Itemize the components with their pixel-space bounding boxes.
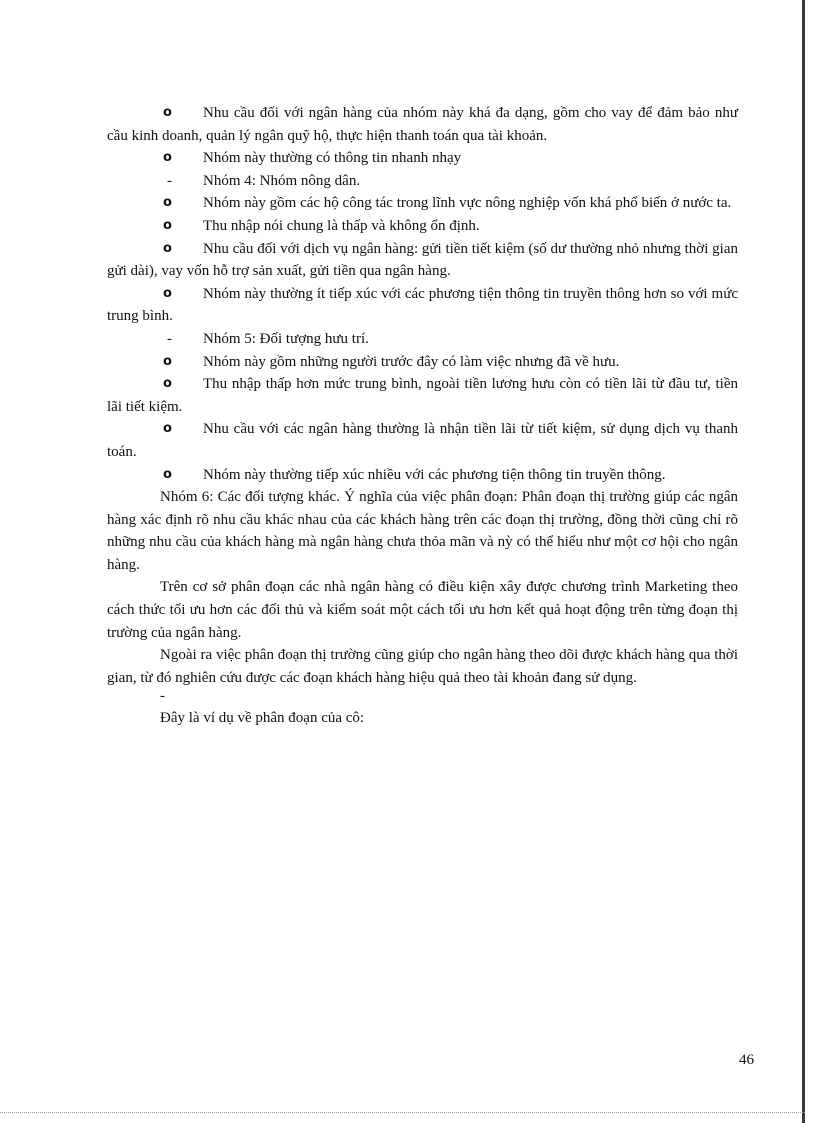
bullet-marker: o	[163, 466, 172, 482]
bullet-paragraph	[107, 238, 738, 283]
bullet-marker: o	[163, 421, 172, 437]
body-paragraph: Nhóm 6: Các đối tượng khác. Ý nghĩa của việc phân đoạn: Phân đoạn thị trường giúp các ngân hàng xác định rõ nhu cầu khác nhau của các khách hàng trên các đoạn thị trường, đồng thời cũng chỉ rõ những nhu cầu của khách hàng mà ngân hàng chưa thỏa mãn và nỳ có thể hiểu như một cơ hội cho ngân hàng.	[107, 489, 738, 573]
body-paragraph: Trên cơ sở phân đoạn các nhà ngân hàng có điều kiện xây được chương trình Marketing theo cách thức tối ưu hơn các đối thủ và kiểm soát một cách tối ưu hơn kết quả hoạt động trên từng đoạn thị trường của ngân hàng.	[107, 579, 738, 641]
body-paragraph: Đây là ví dụ về phân đoạn của cô:	[160, 710, 365, 727]
paragraph-text: Thu nhập nói chung là thấp và không ổn định.	[203, 217, 480, 234]
paragraph-text: Nhóm này thường có thông tin nhanh nhạy	[203, 150, 462, 167]
bullet-marker: o	[163, 376, 172, 392]
bullet-marker: o	[163, 240, 172, 256]
paragraph-text: Nhóm 5: Đối tượng hưu trí.	[203, 330, 369, 347]
paragraph-text: Thu nhập thấp hơn mức trung bình, ngoài tiền lương hưu còn có tiền lãi từ đầu tư, tiền lãi tiết kiệm.	[107, 376, 738, 415]
bullet-paragraph	[107, 351, 738, 374]
bullet-marker: o	[163, 150, 172, 166]
dash-marker: -	[160, 688, 165, 705]
page-border-bottom	[0, 1112, 805, 1113]
dash-marker: -	[167, 172, 172, 189]
bullet-paragraph	[107, 192, 738, 215]
bullet-marker: o	[163, 195, 172, 211]
bullet-paragraph	[107, 464, 738, 487]
body-paragraph: Ngoài ra việc phân đoạn thị trường cũng giúp cho ngân hàng theo dõi được khách hàng qua thời gian, từ đó nghiên cứu được các đoạn khách hàng hiệu quả theo tài khoản đang sử dụng.	[107, 647, 738, 686]
stray-dash-line	[107, 689, 738, 707]
bullet-marker: o	[163, 217, 172, 233]
paragraph-text: Nhóm này gồm những người trước đây có làm việc nhưng đã về hưu.	[203, 353, 620, 370]
paragraph-text: Nhu cầu đối với dịch vụ ngân hàng: gửi tiền tiết kiệm (số dư thường nhỏ nhưng thời gian gửi dài), vay vốn hỗ trợ sản xuất, gửi tiền qua ngân hàng.	[107, 240, 738, 280]
paragraph-text: Nhóm này gồm các hộ công tác trong lĩnh vực nông nghiệp vốn khá phổ biến ở nước ta.	[203, 195, 732, 212]
bullet-paragraph	[107, 215, 738, 238]
bullet-paragraph	[107, 283, 738, 328]
bullet-paragraph	[107, 102, 738, 147]
paragraph-text: Nhóm 4: Nhóm nông dân.	[203, 172, 361, 189]
page-number: 46	[739, 1052, 754, 1068]
bullet-paragraph	[107, 373, 738, 418]
bullet-paragraph	[107, 418, 738, 463]
dash-paragraph	[107, 328, 738, 351]
paragraph-text: Nhóm này thường tiếp xúc nhiều với các phương tiện thông tin truyền thông.	[203, 466, 666, 483]
bullet-marker: o	[163, 285, 172, 301]
dash-paragraph	[107, 170, 738, 193]
dash-marker: -	[167, 330, 172, 347]
bullet-marker: o	[163, 353, 172, 369]
paragraph-text: Nhu cầu đối với ngân hàng của nhóm này khá đa dạng, gồm cho vay để đảm bảo như cầu kinh doanh, quản lý ngân quỹ hộ, thực hiện thanh toán qua tài khoản.	[107, 105, 738, 144]
page-border-right	[802, 0, 805, 1123]
paragraph-text: Nhu cầu với các ngân hàng thường là nhận tiền lãi từ tiết kiệm, sử dụng dịch vụ thanh toán.	[107, 421, 738, 460]
page-body	[107, 102, 738, 730]
paragraph-text: Nhóm này thường ít tiếp xúc với các phương tiện thông tin truyền thông hơn so với mức trung bình.	[107, 285, 738, 325]
bullet-marker: o	[163, 105, 172, 120]
bullet-paragraph	[107, 147, 738, 170]
